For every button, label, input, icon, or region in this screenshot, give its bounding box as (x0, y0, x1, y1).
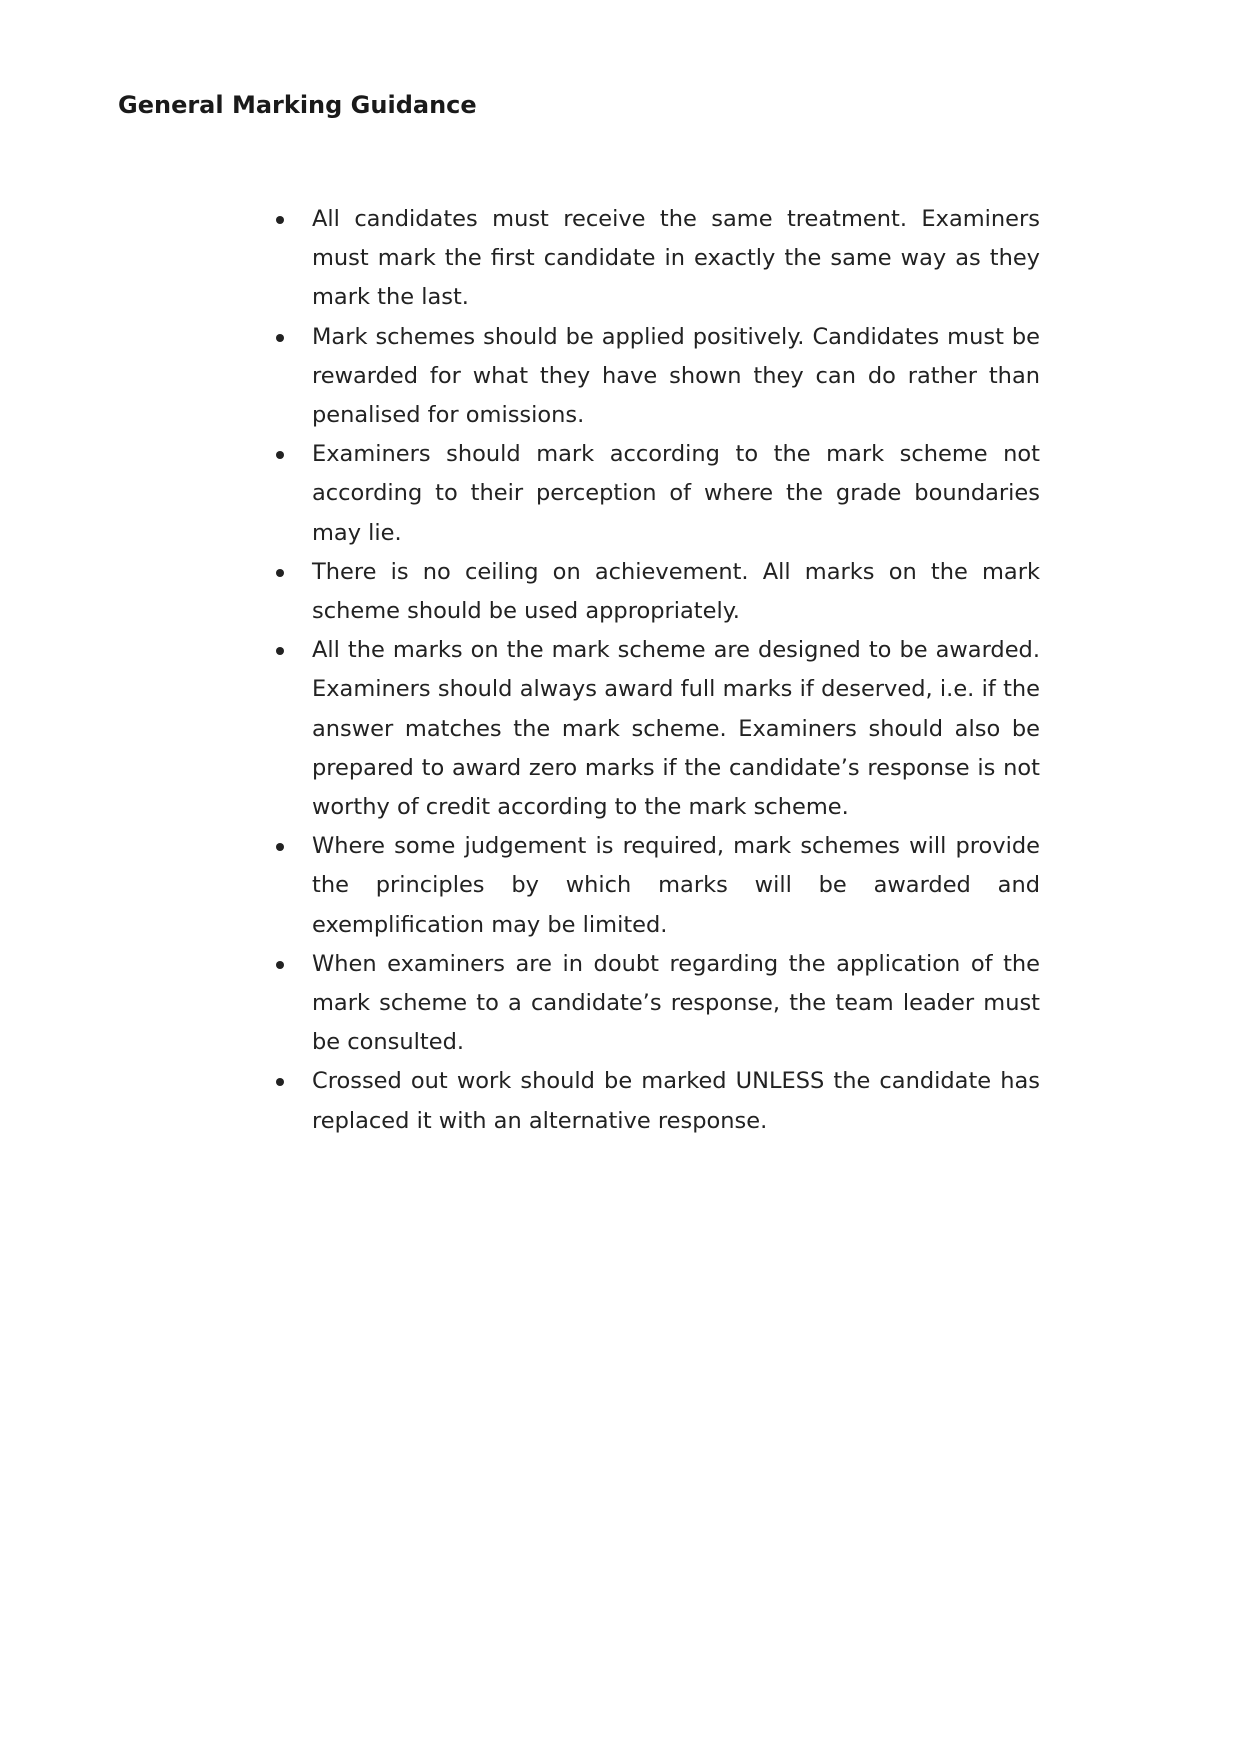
bullet-icon (276, 843, 284, 851)
list-item (272, 318, 1040, 436)
bullet-icon (276, 1078, 284, 1086)
list-item (272, 200, 1040, 318)
list-item-text: Where some judgement is required, mark schemes will provide the principles by which marks will be awarded and exemplification may be limited. (312, 833, 1040, 938)
page-title: General Marking Guidance (118, 91, 477, 119)
list-item (272, 827, 1040, 945)
bullet-icon (276, 216, 284, 224)
list-item-text: When examiners are in doubt regarding the application of the mark scheme to a candidate’s response, the team leader must be consulted. (312, 950, 1040, 1056)
guidance-list (272, 200, 1040, 1141)
list-item-text: There is no ceiling on achievement. All marks on the mark scheme should be used appropriately. (312, 558, 1040, 625)
list-item-text: All candidates must receive the same treatment. Examiners must mark the first candidate in exactly the same way as they mark the last. (312, 206, 1040, 311)
bullet-icon (276, 334, 284, 342)
list-item (272, 435, 1040, 553)
list-item (272, 945, 1040, 1063)
list-item (272, 1062, 1040, 1140)
list-item (272, 631, 1040, 827)
list-item-text: Crossed out work should be marked UNLESS the candidate has replaced it with an alternative response. (312, 1068, 1040, 1134)
bullet-icon (276, 961, 284, 969)
bullet-icon (276, 451, 284, 459)
list-item-text: Examiners should mark according to the mark scheme not according to their perception of where the grade boundaries may lie. (312, 441, 1040, 546)
list-item-text: All the marks on the mark scheme are designed to be awarded. Examiners should always award full marks if deserved, i.e. if the answer matches the mark scheme. Examiners should also be prepared to award zero marks if the candidate’s response is not worthy of credit according to the mark scheme. (312, 637, 1040, 821)
list-item (272, 553, 1040, 631)
bullet-icon (276, 569, 284, 577)
bullet-icon (276, 647, 284, 655)
list-item-text: Mark schemes should be applied positively. Candidates must be rewarded for what they have shown they can do rather than penalised for omissions. (312, 323, 1040, 429)
